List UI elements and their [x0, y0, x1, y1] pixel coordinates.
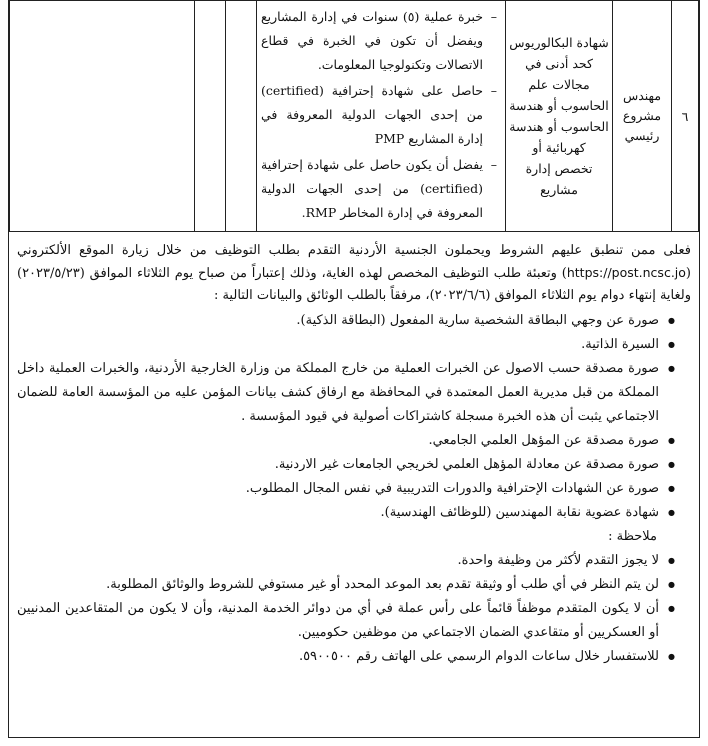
list-item: ● للاستفسار خلال ساعات الدوام الرسمي على الهاتف رقم ٥٩٠٠٥٠٠. — [17, 645, 675, 669]
intro-text: فعلى ممن تنطبق عليهم الشروط ويحملون الجنسية الأردنية التقدم بطلب التوظيف من خلال زيارة الموقع الألكتروني ( — [17, 243, 691, 281]
notes-list — [17, 549, 691, 669]
list-item: ● لا يجوز التقدم لأكثر من وظيفة واحدة. — [17, 549, 675, 573]
empty-cell — [195, 1, 226, 232]
intro-paragraph — [17, 240, 691, 307]
education-line: مشاريع — [540, 182, 578, 197]
job-title-line: مشروع رئيسي — [622, 108, 662, 143]
experience-item: – خبرة عملية (٥) سنوات في إدارة المشاريع ويفضل أن تكون في الخبرة في قطاع الاتصالات وتكنولوجيا المعلومات. — [261, 5, 497, 77]
list-item: ● صورة مصدقة عن المؤهل العلمي الجامعي. — [17, 429, 675, 453]
list-item: ● صورة عن وجهي البطاقة الشخصية سارية المفعول (البطاقة الذكية). — [17, 309, 675, 333]
empty-cell — [10, 1, 195, 232]
list-item: ● لن يتم النظر في أي طلب أو وثيقة تقدم بعد الموعد المحدد أو غير مستوفي للشروط والوثائق المطلوبة. — [17, 573, 675, 597]
job-title-cell — [613, 1, 672, 232]
website-link[interactable]: https://post.ncsc.jo — [566, 265, 686, 280]
list-item: ● صورة عن الشهادات الإحترافية والدورات التدريبية في نفس المجال المطلوب. — [17, 477, 675, 501]
education-line: كهربائية أو — [532, 140, 586, 155]
experience-item: – يفضل أن يكون حاصل على شهادة إحترافية (certified) من إحدى الجهات الدولية المعروفة في إدارة المخاطر RMP. — [261, 153, 497, 225]
announcement-body — [17, 240, 691, 669]
experience-cell — [257, 1, 506, 232]
list-item: ● صورة مصدقة عن معادلة المؤهل العلمي لخريجي الجامعات غير الاردنية. — [17, 453, 675, 477]
education-line: تخصص إدارة — [525, 161, 593, 176]
list-item: ● أن لا يكون المتقدم موظفاً قائماً على رأس عملة في أي من دوائر الخدمة المدنية، وأن لا يكون من المتقاعدين المدنيين أو العسكريين أو متقاعدي الضمان الاجتماعي من موظفين حكوميين. — [17, 597, 675, 645]
intro-text: ) وتعبئة طلب التوظيف المخصص لهذه الغاية، وذلك إعتباراً من صباح يوم الثلاثاء الموافق (٢٠٢٣/٥/٢٣) ولغاية إنتهاء دوام يوم الثلاثاء الموافق (٢٠٢٣/٦/٦)، مرفقاً بالطلب الوثائق والبيانات التالية : — [17, 266, 691, 303]
documents-list — [17, 309, 691, 525]
education-line: شهادة البكالوريوس — [509, 35, 609, 50]
notes-heading: ملاحظة : — [608, 529, 657, 544]
list-item: ● صورة مصدقة حسب الاصول عن الخبرات العملية من خارج المملكة من وزارة الخارجية الأردنية، والخبرات العملية داخل المملكة من قبل مديرية العمل المعتمدة في المحافظة مع ارفاق كشف بيانات المؤمن عليه من المؤسسة العامة للضمان الاجتماعي يثبت أن هذه الخبرة مسجلة كاشتراكات أصولية في قيود المؤسسة . — [17, 357, 675, 429]
education-line: الحاسوب أو هندسة — [509, 98, 609, 113]
table-row — [10, 1, 699, 232]
list-item: ● شهادة عضوية نقابة المهندسين (للوظائف الهندسية). — [17, 501, 675, 525]
empty-cell — [226, 1, 257, 232]
education-line: الحاسوب أو هندسة — [509, 119, 609, 134]
requirements-table — [9, 0, 699, 232]
job-title-line: مهندس — [622, 88, 662, 103]
document-page — [8, 0, 700, 738]
experience-list — [257, 1, 505, 231]
experience-item: – حاصل على شهادة إحترافية (certified) من إحدى الجهات الدولية المعروفة في إدارة المشاريع PMP — [261, 79, 497, 151]
education-line: كحد أدنى في — [525, 56, 593, 71]
education-cell — [506, 1, 613, 232]
education-line: مجالات علم — [528, 77, 590, 92]
list-item: ● السيرة الذاتية. — [17, 333, 675, 357]
row-number: ٦ — [672, 1, 699, 232]
